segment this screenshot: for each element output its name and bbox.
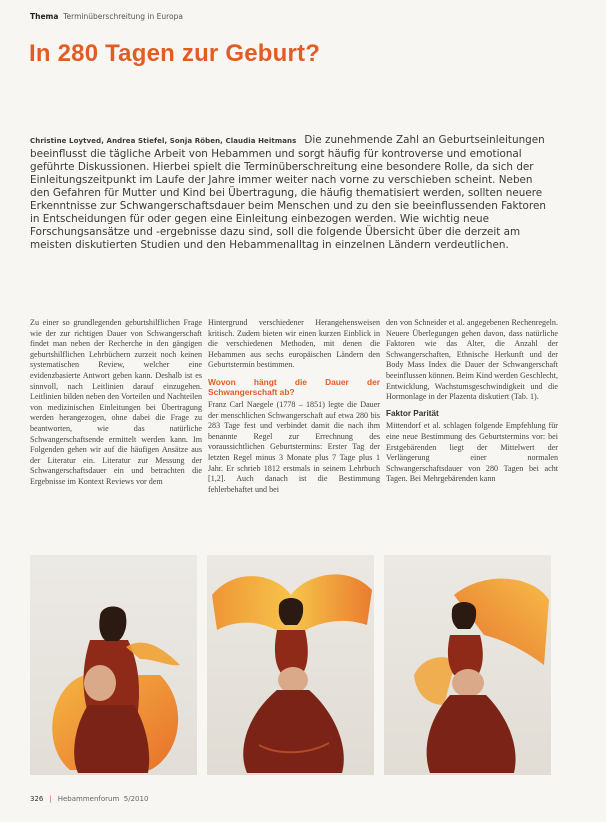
journal-name: Hebammenforum [57,795,120,803]
col3-subheading: Faktor Parität [386,408,439,418]
article-title: In 280 Tagen zur Geburt? [29,40,321,67]
col2-subheading: Wovon hängt die Dauer der Schwangerschaft ab? [208,376,380,398]
kicker-label: Thema [30,12,59,21]
section-kicker [30,12,183,21]
body-column-2 [208,318,380,528]
kicker-text: Terminüberschreitung in Europa [63,12,184,21]
dancer-photo-2 [207,555,374,775]
col3-text-2: Mittendorf et al. schlagen folgende Empfehlung für eine neue Bestimmung des Geburtstermins vor: bei Erstgebärenden liegt der Mittelwert der Verlängerung einer normalen Schwangerschaftsdauer von 280 Tagen bei acht Tagen. Bei Mehrgebärenden kann [386,421,558,484]
col2-text: Hintergrund verschiedener Herangehensweisen kritisch. Zudem bieten wir einen kurzen Einblick in die verschiedenen Methoden, mit denen die Hebammen aus sechs europäischen Ländern den Geburtstermin bestimmen. [208,318,380,370]
dancer-photo-1 [30,555,197,775]
col3-text: den von Schneider et al. angegebenen Rechenregeln. Neuere Überlegungen gehen davon, dass natürliche Faktoren wie das Alter, die Anzahl der Schwangerschaften, Ethnische Herkunft und der Body Mass Index die Dauer der Schwangerschaft beeinflussen können. Beim Kind werden Geschlecht, Entwicklung, Wachstumsgeschwindigkeit und die Hormonlage in der Plazenta diskutiert (Tab. 1). [386,318,558,402]
col1-text: Zu einer so grundlegenden geburtshilflichen Frage wie der zur richtigen Dauer von Schwangerschaft findet man neben der Recherche in den gängigen geburtshilflichen Lehrbüchern zurzeit noch keinen systematischen Review, welcher eine evidenzbasierte Antwort geben kann. Deshalb ist es sinnvoll, nach Leitlinien darauf einzugehen. Leitlinien bilden neben den Vorteilen und Nachteilen von medizinischen Einleitungen bei Übertragung werden herangezogen, ohne dabei die Frage zu beantworten, wie das natürliche Schwangerschaftsende ermittelt werden kann. Im Folgenden gehen wir auf die häufigen Ansätze aus der Literatur ein. Literatur zur Messung der Schwangerschaftsdauer ein und betrachten die Ergebnisse im Kontext Reviews vor dem [30,318,202,486]
body-column-1 [30,318,202,528]
lead-text: Die zunehmende Zahl an Geburtseinleitungen beeinflusst die tägliche Arbeit von Hebammen und sorgt häufig für kontroverse und emotional geführte Diskussionen. Hierbei spielt die Terminüberschreitung eine besondere Rolle, da sich der Einleitungszeitpunkt im Laufe der Jahre immer weiter nach vorne zu verschieben scheint. Neben den Gefahren für Mutter und Kind bei Übertragung, die häufig thematisiert werden, sollten neuere Erkenntnisse zur Schwangerschaftsdauer beim Menschen und zu den sie beeinflussenden Faktoren in Entscheidungen für oder gegen eine Einleitung einbezogen werden. Wie wichtig neue Forschungsansätze und -ergebnisse dazu sind, soll die folgende Übersicht über die derzeit am meisten diskutierten Studien und den Hebammenalltag in einzelnen Ländern verdeutlichen. [30,134,546,251]
dancer-photo-3 [384,555,551,775]
article-authors: Christine Loytved, Andrea Stiefel, Sonja Röben, Claudia Heitmans [30,137,297,145]
article-lead [30,134,550,252]
footer-separator: | [49,795,52,803]
journal-issue: 5/2010 [123,795,149,803]
col2-text-2: Franz Carl Naegele (1778 – 1851) legte die Dauer der menschlichen Schwangerschaft auf etwa 280 bis 283 Tage fest und verbindet damit die nach ihm benannte Regel zur Errechnung des voraussichtlichen Geburtstermins: Erster Tag der letzten Regel minus 3 Monate plus 7 Tage plus 1 Jahr. Er schrieb 1812 erstmals in seinem Lehrbuch [1,2]. Auch danach ist die Bestimmung fehlerbehaftet und bei [208,399,380,494]
page-number: 326 [30,795,44,803]
body-column-3 [386,318,558,528]
page-footer [30,795,148,803]
